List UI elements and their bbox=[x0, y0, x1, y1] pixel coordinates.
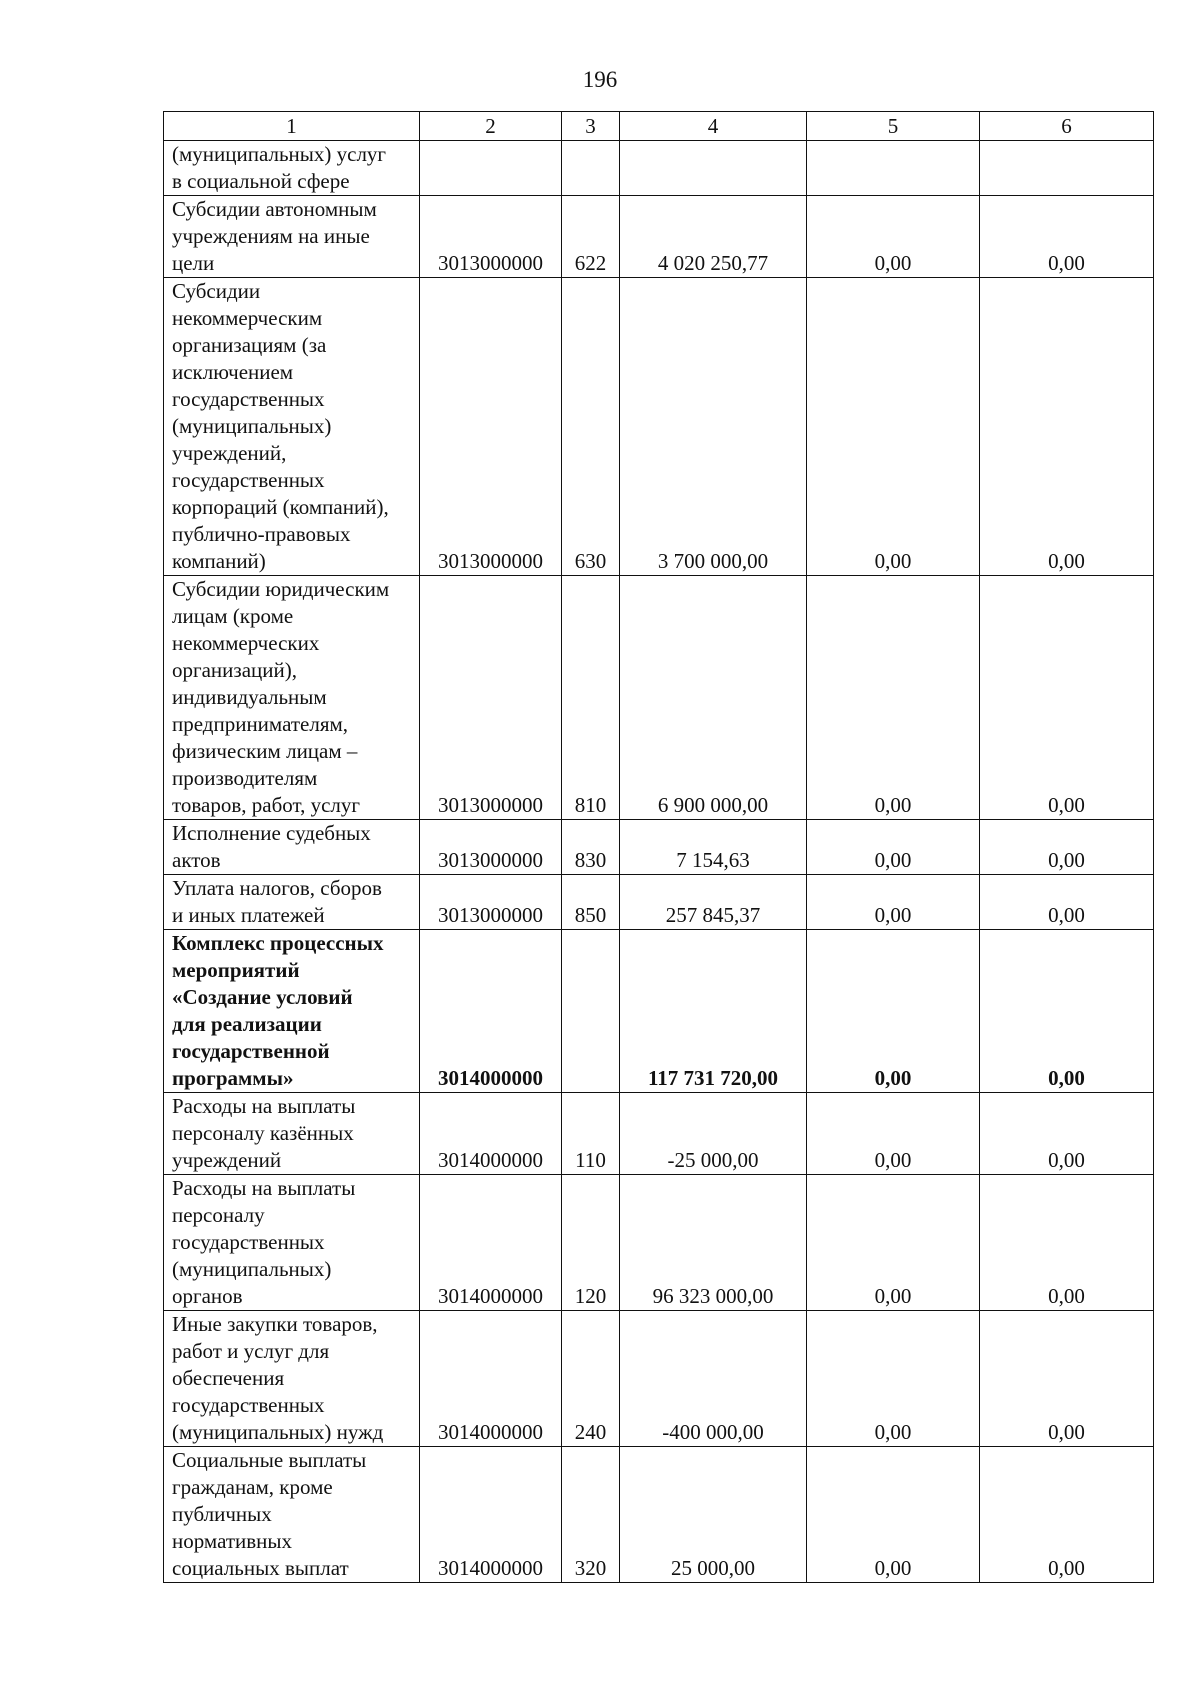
row-name-line: исключением bbox=[172, 360, 294, 384]
row-amount-col5: 0,00 bbox=[807, 278, 980, 576]
row-amount-col4: -25 000,00 bbox=[620, 1093, 807, 1175]
row-name-line: организаций), bbox=[172, 658, 297, 682]
row-name-line: органов bbox=[172, 1284, 243, 1308]
table-row bbox=[164, 875, 1154, 930]
row-name-line: государственных bbox=[172, 468, 325, 492]
row-amount-col6: 0,00 bbox=[980, 930, 1154, 1093]
row-name bbox=[164, 1175, 420, 1311]
row-name-line: Расходы на выплаты bbox=[172, 1176, 356, 1200]
row-name-line: Уплата налогов, сборов bbox=[172, 876, 382, 900]
row-name-line: актов bbox=[172, 848, 221, 872]
row-name-line: мероприятий bbox=[172, 958, 300, 982]
row-code bbox=[420, 141, 562, 196]
table-body bbox=[164, 141, 1154, 1583]
row-name-line: учреждений, bbox=[172, 441, 287, 465]
row-amount-col5: 0,00 bbox=[807, 1447, 980, 1583]
row-code: 3014000000 bbox=[420, 1093, 562, 1175]
row-amount-col5: 0,00 bbox=[807, 930, 980, 1093]
row-amount-col6: 0,00 bbox=[980, 1311, 1154, 1447]
row-amount-col4: -400 000,00 bbox=[620, 1311, 807, 1447]
row-expense-type bbox=[562, 141, 620, 196]
row-expense-type: 240 bbox=[562, 1311, 620, 1447]
row-name-line: программы» bbox=[172, 1066, 294, 1090]
row-name-line: лицам (кроме bbox=[172, 604, 294, 628]
header-col-1: 1 bbox=[164, 112, 420, 141]
row-name-line: (муниципальных) bbox=[172, 414, 332, 438]
table-row bbox=[164, 1175, 1154, 1311]
row-name-line: Субсидии bbox=[172, 279, 261, 303]
row-name-line: некоммерческих bbox=[172, 631, 320, 655]
row-code: 3013000000 bbox=[420, 820, 562, 875]
row-amount-col5: 0,00 bbox=[807, 875, 980, 930]
row-expense-type: 622 bbox=[562, 196, 620, 278]
row-amount-col5: 0,00 bbox=[807, 1175, 980, 1311]
row-code: 3014000000 bbox=[420, 1447, 562, 1583]
table-row bbox=[164, 1311, 1154, 1447]
table-row bbox=[164, 930, 1154, 1093]
row-amount-col4: 3 700 000,00 bbox=[620, 278, 807, 576]
row-name bbox=[164, 141, 420, 196]
budget-table bbox=[163, 111, 1154, 1583]
row-amount-col5: 0,00 bbox=[807, 820, 980, 875]
row-name-line: и иных платежей bbox=[172, 903, 325, 927]
row-code: 3013000000 bbox=[420, 875, 562, 930]
row-name-line: товаров, работ, услуг bbox=[172, 793, 361, 817]
row-name-line: физическим лицам – bbox=[172, 739, 358, 763]
row-name-line: государственных bbox=[172, 1393, 325, 1417]
row-amount-col6: 0,00 bbox=[980, 1093, 1154, 1175]
row-name-line: (муниципальных) услуг bbox=[172, 142, 387, 166]
row-name-line: нормативных bbox=[172, 1529, 293, 1553]
table-row bbox=[164, 278, 1154, 576]
row-amount-col4 bbox=[620, 141, 807, 196]
header-col-4: 4 bbox=[620, 112, 807, 141]
row-expense-type: 110 bbox=[562, 1093, 620, 1175]
table-header bbox=[164, 112, 1154, 141]
row-code: 3014000000 bbox=[420, 1311, 562, 1447]
row-name-line: «Создание условий bbox=[172, 985, 353, 1009]
row-amount-col5: 0,00 bbox=[807, 196, 980, 278]
header-row bbox=[164, 112, 1154, 141]
row-name-line: персоналу казённых bbox=[172, 1121, 354, 1145]
row-name bbox=[164, 576, 420, 820]
row-expense-type: 120 bbox=[562, 1175, 620, 1311]
row-amount-col6: 0,00 bbox=[980, 1447, 1154, 1583]
row-amount-col4: 7 154,63 bbox=[620, 820, 807, 875]
row-amount-col5: 0,00 bbox=[807, 576, 980, 820]
table-row bbox=[164, 576, 1154, 820]
row-amount-col4: 117 731 720,00 bbox=[620, 930, 807, 1093]
page-number: 196 bbox=[582, 67, 618, 92]
row-name-line: Субсидии автономным bbox=[172, 197, 377, 221]
row-name-line: работ и услуг для bbox=[172, 1339, 330, 1363]
row-name-line: социальных выплат bbox=[172, 1556, 349, 1580]
row-name-line: обеспечения bbox=[172, 1366, 285, 1390]
row-name-line: Социальные выплаты bbox=[172, 1448, 367, 1472]
row-amount-col6: 0,00 bbox=[980, 576, 1154, 820]
row-code: 3013000000 bbox=[420, 196, 562, 278]
row-amount-col4: 257 845,37 bbox=[620, 875, 807, 930]
row-name-line: некоммерческим bbox=[172, 306, 323, 330]
row-amount-col4: 6 900 000,00 bbox=[620, 576, 807, 820]
row-amount-col6 bbox=[980, 141, 1154, 196]
header-col-2: 2 bbox=[420, 112, 562, 141]
row-amount-col4: 4 020 250,77 bbox=[620, 196, 807, 278]
table-row bbox=[164, 196, 1154, 278]
table-row bbox=[164, 1447, 1154, 1583]
row-code: 3014000000 bbox=[420, 1175, 562, 1311]
row-name-line: индивидуальным bbox=[172, 685, 327, 709]
row-amount-col6: 0,00 bbox=[980, 820, 1154, 875]
row-amount-col6: 0,00 bbox=[980, 875, 1154, 930]
row-name-line: (муниципальных) bbox=[172, 1257, 332, 1281]
row-name-line: предпринимателям, bbox=[172, 712, 349, 736]
row-amount-col4: 96 323 000,00 bbox=[620, 1175, 807, 1311]
row-amount-col6: 0,00 bbox=[980, 1175, 1154, 1311]
header-col-3: 3 bbox=[562, 112, 620, 141]
row-amount-col5: 0,00 bbox=[807, 1093, 980, 1175]
row-name-line: государственных bbox=[172, 1230, 325, 1254]
header-col-6: 6 bbox=[980, 112, 1154, 141]
row-name-line: публично-правовых bbox=[172, 522, 351, 546]
table-row bbox=[164, 820, 1154, 875]
row-name bbox=[164, 1447, 420, 1583]
row-name bbox=[164, 875, 420, 930]
row-name bbox=[164, 278, 420, 576]
header-col-5: 5 bbox=[807, 112, 980, 141]
row-amount-col4: 25 000,00 bbox=[620, 1447, 807, 1583]
row-name bbox=[164, 820, 420, 875]
row-amount-col6: 0,00 bbox=[980, 278, 1154, 576]
row-name-line: Расходы на выплаты bbox=[172, 1094, 356, 1118]
row-expense-type: 810 bbox=[562, 576, 620, 820]
row-name bbox=[164, 930, 420, 1093]
row-amount-col5: 0,00 bbox=[807, 1311, 980, 1447]
row-code: 3013000000 bbox=[420, 576, 562, 820]
row-name-line: производителям bbox=[172, 766, 318, 790]
row-name-line: организациям (за bbox=[172, 333, 327, 357]
row-amount-col5 bbox=[807, 141, 980, 196]
row-name bbox=[164, 1093, 420, 1175]
row-name-line: учреждений bbox=[172, 1148, 282, 1172]
row-name-line: публичных bbox=[172, 1502, 272, 1526]
row-name-line: государственных bbox=[172, 387, 325, 411]
row-code: 3014000000 bbox=[420, 930, 562, 1093]
row-name-line: цели bbox=[172, 251, 215, 275]
row-name-line: государственной bbox=[172, 1039, 330, 1063]
row-name-line: гражданам, кроме bbox=[172, 1475, 333, 1499]
row-amount-col6: 0,00 bbox=[980, 196, 1154, 278]
row-expense-type: 320 bbox=[562, 1447, 620, 1583]
row-expense-type bbox=[562, 930, 620, 1093]
row-expense-type: 630 bbox=[562, 278, 620, 576]
row-name-line: корпораций (компаний), bbox=[172, 495, 389, 519]
table-row bbox=[164, 141, 1154, 196]
row-expense-type: 850 bbox=[562, 875, 620, 930]
row-name-line: Исполнение судебных bbox=[172, 821, 371, 845]
row-name-line: персоналу bbox=[172, 1203, 265, 1227]
row-name-line: для реализации bbox=[172, 1012, 322, 1036]
row-name-line: (муниципальных) нужд bbox=[172, 1420, 384, 1444]
row-name-line: компаний) bbox=[172, 549, 266, 573]
row-name-line: в социальной сфере bbox=[172, 169, 350, 193]
row-name-line: Субсидии юридическим bbox=[172, 577, 390, 601]
row-name-line: Комплекс процессных bbox=[172, 931, 384, 955]
row-name-line: Иные закупки товаров, bbox=[172, 1312, 378, 1336]
table-row bbox=[164, 1093, 1154, 1175]
row-expense-type: 830 bbox=[562, 820, 620, 875]
row-name bbox=[164, 1311, 420, 1447]
row-name bbox=[164, 196, 420, 278]
row-name-line: учреждениям на иные bbox=[172, 224, 370, 248]
row-code: 3013000000 bbox=[420, 278, 562, 576]
